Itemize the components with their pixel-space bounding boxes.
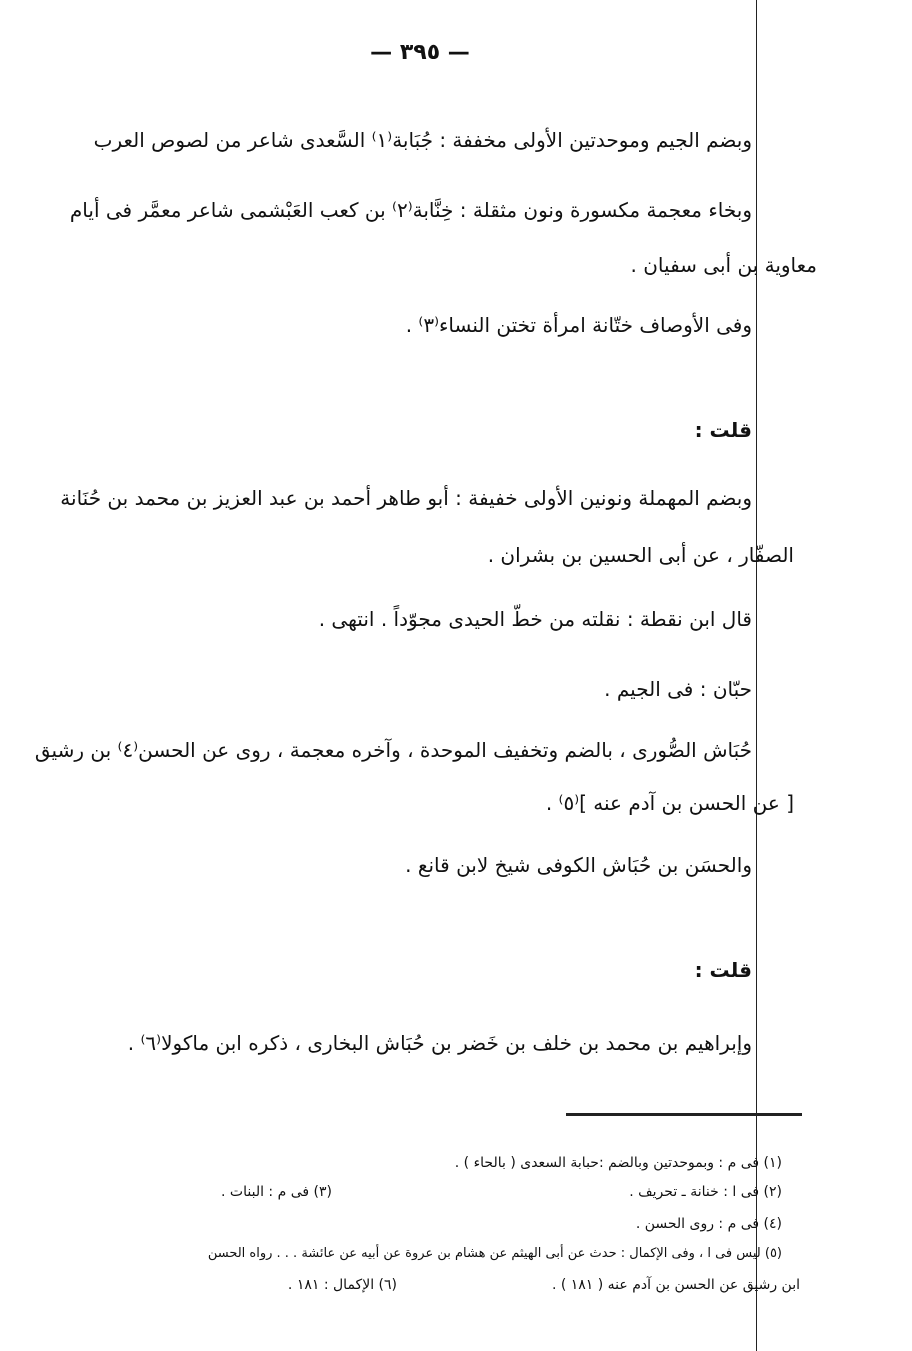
text-line-14: وإبراهيم بن محمد بن خلف بن خَضر بن حُبَاش البخارى ، ذكره ابن ماكولا⁽٦⁾ . — [127, 1031, 752, 1055]
text-line-8: قال ابن نقطة : نقلته من خطّ الحيدى مجوّداً . انتهى . — [318, 607, 752, 631]
footnote-5-line-1: (٥) ليس فى ا ، وفى الإكمال : حدث عن أبى الهيثم عن هشام بن عروة عن أبيه عن عائشة . . . رواه الحسن — [207, 1246, 782, 1261]
text-line-12: والحسَن بن حُبَاش الكوفى شيخ لابن قانع . — [405, 853, 752, 877]
text-line-7: الصفّار ، عن أبى الحسين بن بشران . — [487, 543, 794, 567]
section-heading-qult-1: قلت : — [694, 418, 752, 442]
text-line-4: وفى الأوصاف ختّانة امرأة تختن النساء⁽٣⁾ . — [405, 313, 752, 337]
section-heading-qult-2: قلت : — [694, 958, 752, 982]
text-line-2: وبخاء معجمة مكسورة ونون مثقلة : خِنَّابة⁽٢⁾ بن كعب العَبْشمى شاعر معمَّر فى أيام — [69, 198, 752, 222]
page-number: — ٣٩٥ — — [370, 40, 470, 65]
footnote-separator — [566, 1113, 802, 1116]
footnote-1: (١) فى م : وبموحدتين وبالضم :حبابة السعدى ( بالحاء ) . — [454, 1155, 782, 1171]
text-line-9: حبّان : فى الجيم . — [604, 677, 752, 701]
scan-fold-line — [756, 0, 757, 1351]
footnote-6: (٦) الإكمال : ١٨١ . — [287, 1277, 397, 1293]
text-line-11: [ عن الحسن بن آدم عنه ]⁽٥⁾ . — [545, 791, 794, 815]
footnote-4: (٤) فى م : روى الحسن . — [635, 1216, 782, 1232]
footnote-5-line-2: ابن رشيق عن الحسن بن آدم عنه ( ١٨١ ) . — [551, 1277, 800, 1293]
text-line-3: معاوية بن أبى سفيان . — [630, 253, 817, 277]
text-line-6: وبضم المهملة ونونين الأولى خفيفة : أبو طاهر أحمد بن عبد العزيز بن محمد بن حُنَانة — [60, 486, 752, 510]
footnote-2: (٢) فى ا : خنانة ـ تحريف . — [629, 1184, 782, 1200]
text-line-1: وبضم الجيم وموحدتين الأولى مخففة : جُبَابة⁽١⁾ السَّعدى شاعر من لصوص العرب — [93, 128, 752, 152]
footnote-3: (٣) فى م : البنات . — [221, 1184, 332, 1200]
text-line-10: حُبَاش الصُّورى ، بالضم وتخفيف الموحدة ، وآخره معجمة ، روى عن الحسن⁽٤⁾ بن رشيق — [34, 738, 752, 762]
